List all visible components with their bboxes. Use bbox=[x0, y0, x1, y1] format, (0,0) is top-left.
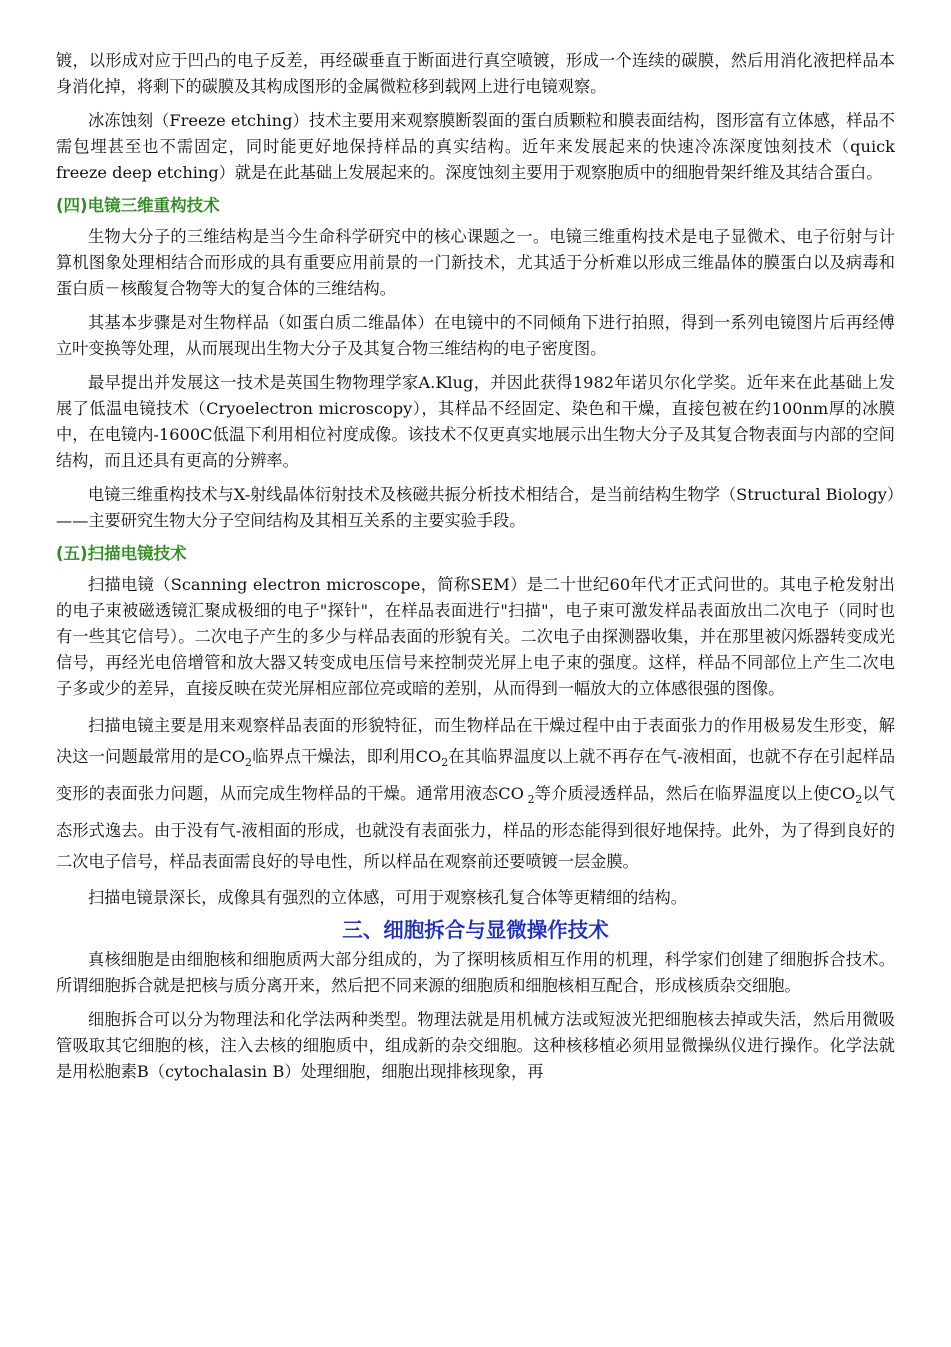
sem2-text-3: 在其临界温度以上就不再存在气-液相面，也就不存在引起样品变形的表面张力问题，从而完成生物样品的干燥。通常用液态CO bbox=[56, 747, 896, 804]
paragraph-cell-1: 真核细胞是由细胞核和细胞质两大部分组成的，为了探明核质相互作用的机理，科学家们创建了细胞拆合技术。所谓细胞拆合就是把核与质分离开来，然后把不同来源的细胞质和细胞核相互配合，形成核质杂交细胞。 bbox=[56, 950, 895, 996]
paragraph-3d-3: 最早提出并发展这一技术是英国生物物理学家A.Klug，并因此获得1982年诺贝尔化学奖。近年来在此基础上发展了低温电镜技术（Cryoelectron microscopy），其样品不经固定、染色和干燥，直接包被在约100nm厚的冰膜中，在电镜内-1600C低温下利用相位衬度成像。该技术不仅更真实地展示出生物大分子及其复合物表面与内部的空间结构，而且还具有更高的分辨率。 bbox=[56, 373, 895, 470]
sem2-subscript-4: 2 bbox=[855, 793, 863, 807]
chapter-heading-cell-manipulation: 三、细胞拆合与显微操作技术 bbox=[342, 918, 609, 943]
sem2-text-5: 以气态形式逸去。由于没有气-液相面的形成，也就没有表面张力，样品的形态能得到很好地保持。此外，为了得到良好的二次电子信号，样品表面需良好的导电性，所以样品在观察前还要喷镀一层金膜。 bbox=[56, 784, 896, 872]
section-heading-3d-reconstruction: (四)电镜三维重构技术 bbox=[56, 196, 220, 215]
paragraph-3d-2: 其基本步骤是对生物样品（如蛋白质二维晶体）在电镜中的不同倾角下进行拍照，得到一系列电镜图片后再经傅立叶变换等处理，从而展现出生物大分子及其复合物三维结构的电子密度图。 bbox=[56, 313, 895, 358]
paragraph-freeze-etching: 冰冻蚀刻（Freeze etching）技术主要用来观察膜断裂面的蛋白质颗粒和膜表面结构，图形富有立体感，样品不需包埋甚至也不需固定，同时能更好地保持样品的真实结构。近年来发展起来的快速冷冻深度蚀刻技术（quick freeze deep etching）就是在此基础上发展起来的。深度蚀刻主要用于观察胞质中的细胞骨架纤维及其结合蛋白。 bbox=[56, 111, 895, 182]
paragraph-3d-1: 生物大分子的三维结构是当今生命科学研究中的核心课题之一。电镜三维重构技术是电子显微术、电子衍射与计算机图象处理相结合而形成的具有重要应用前景的一门新技术，尤其适于分析难以形成三维晶体的膜蛋白以及病毒和蛋白质－核酸复合物等大的复合体的三维结构。 bbox=[56, 227, 895, 298]
sem2-subscript-1: 2 bbox=[245, 756, 253, 770]
sem2-text-1: 扫描电镜主要是用来观察样品表面的形貌特征，而生物样品在干燥过程中由于表面张力的作用极易发生形变，解决这一问题最常用的是CO bbox=[56, 716, 895, 766]
paragraph-sem-1: 扫描电镜（Scanning electron microscope，简称SEM）是二十世纪60年代才正式问世的。其电子枪发射出的电子束被磁透镜汇聚成极细的电子"探针"，在样品表面进行"扫描"，电子束可激发样品表面放出二次电子（同时也有一些其它信号）。二次电子产生的多少与样品表面的形貌有关。二次电子由探测器收集，并在那里被闪烁器转变成光信号，再经光电倍增管和放大器又转变成电压信号来控制荧光屏上电子束的强度。这样，样品不同部位上产生二次电子多或少的差异，直接反映在荧光屏相应部位亮或暗的差别，从而得到一幅放大的立体感很强的图像。 bbox=[56, 575, 895, 698]
paragraph-intro: 镀，以形成对应于凹凸的电子反差，再经碳垂直于断面进行真空喷镀，形成一个连续的碳膜，然后用消化液把样品本身消化掉，将剩下的碳膜及其构成图形的金属微粒移到载网上进行电镜观察。 bbox=[56, 51, 895, 96]
sem2-subscript-2: 2 bbox=[441, 756, 449, 770]
paragraph-sem-2 bbox=[56, 710, 895, 877]
paragraph-3d-4: 电镜三维重构技术与X-射线晶体衍射技术及核磁共振分析技术相结合，是当前结构生物学（Structural Biology）——主要研究生物大分子空间结构及其相互关系的主要实验手段。 bbox=[56, 485, 895, 530]
paragraph-cell-2: 细胞拆合可以分为物理法和化学法两种类型。物理法就是用机械方法或短波光把细胞核去掉或失活，然后用微吸管吸取其它细胞的核，注入去核的细胞质中，组成新的杂交细胞。这种核移植必须用显微操纵仪进行操作。化学法就是用松胞素B（cytochalasin B）处理细胞，细胞出现排核现象，再 bbox=[56, 1010, 895, 1082]
sem2-subscript-3: 2 bbox=[523, 793, 535, 807]
paragraph-sem-3: 扫描电镜景深长，成像具有强烈的立体感，可用于观察核孔复合体等更精细的结构。 bbox=[88, 888, 687, 908]
sem2-text-2: 临界点干燥法，即利用CO bbox=[252, 747, 442, 766]
section-heading-sem: (五)扫描电镜技术 bbox=[56, 544, 187, 563]
sem2-text-4: 等介质浸透样品，然后在临界温度以上使CO bbox=[534, 784, 856, 804]
